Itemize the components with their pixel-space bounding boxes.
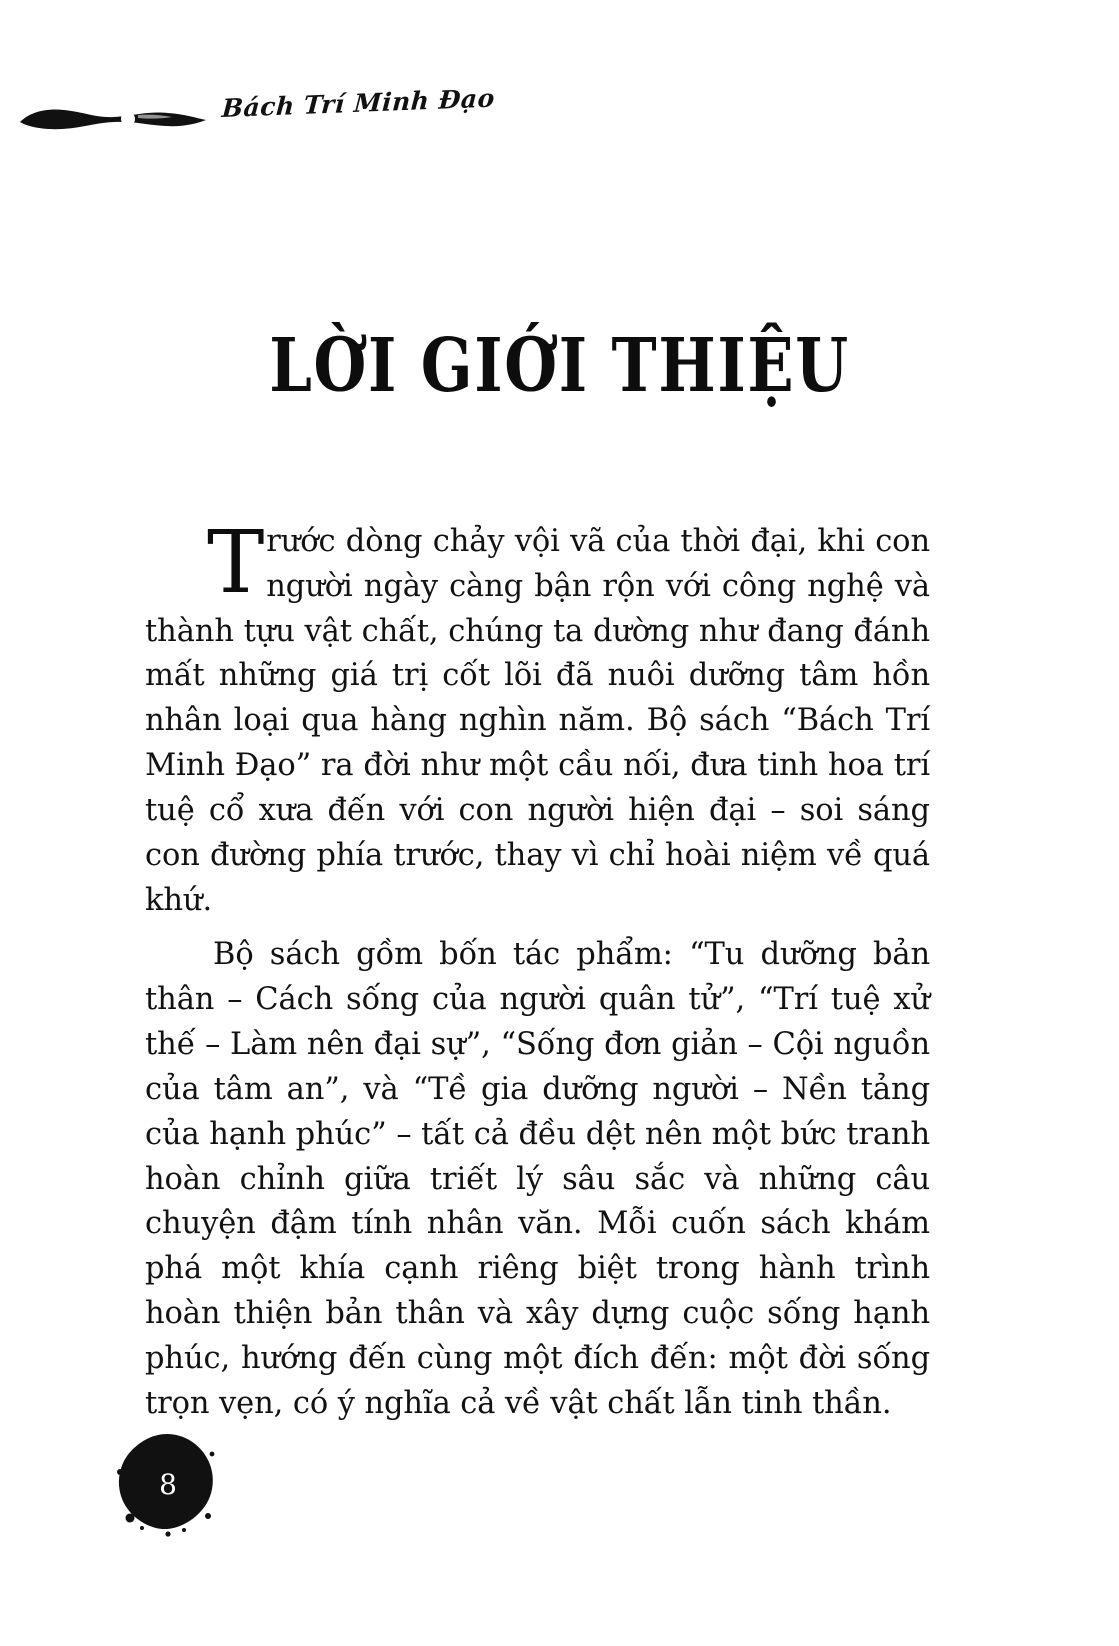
drop-cap: T bbox=[207, 513, 265, 613]
body-text bbox=[145, 513, 930, 1437]
paragraph-text: rước dòng chảy vội vã của thời đại, khi con người ngày càng bận rộn với công nghệ và thành tựu vật chất, chúng ta dường như đang đánh mất những giá trị cốt lõi đã nuôi dưỡng tâm hồn nhân loại qua hàng nghìn năm. Bộ sách “Bách Trí Minh Đạo” ra đời như một cầu nối, đưa tinh hoa trí tuệ cổ xưa đến với con người hiện đại – soi sáng con đường phía trước, thay vì chỉ hoài niệm về quá khứ. bbox=[145, 524, 930, 918]
page-number: 8 bbox=[159, 1467, 177, 1501]
paragraph-text: Bộ sách gồm bốn tác phẩm: “Tu dưỡng bản thân – Cách sống của người quân tử”, “Trí tuệ xử thế – Làm nên đại sự”, “Sống đơn giản – Cội nguồn của tâm an”, và “Tề gia dưỡng người – Nền tảng của hạnh phúc” – tất cả đều dệt nên một bức tranh hoàn chỉnh giữa triết lý sâu sắc và những câu chuyện đậm tính nhân văn. Mỗi cuốn sách khám phá một khía cạnh riêng biệt trong hành trình hoàn thiện bản thân và xây dựng cuộc sống hạnh phúc, hướng đến cùng một đích đến: một đời sống trọn vẹn, có ý nghĩa cả về vật chất lẫn tinh thần. bbox=[145, 937, 930, 1421]
brush-stroke-icon bbox=[18, 102, 208, 136]
page-number-badge bbox=[112, 1428, 222, 1538]
paragraph bbox=[145, 513, 930, 923]
running-head-title: Bách Trí Minh Đạo bbox=[221, 83, 496, 124]
page-title: LỜI GIỚI THIỆU bbox=[269, 322, 850, 409]
paragraph bbox=[145, 933, 930, 1426]
running-head bbox=[0, 83, 1119, 158]
